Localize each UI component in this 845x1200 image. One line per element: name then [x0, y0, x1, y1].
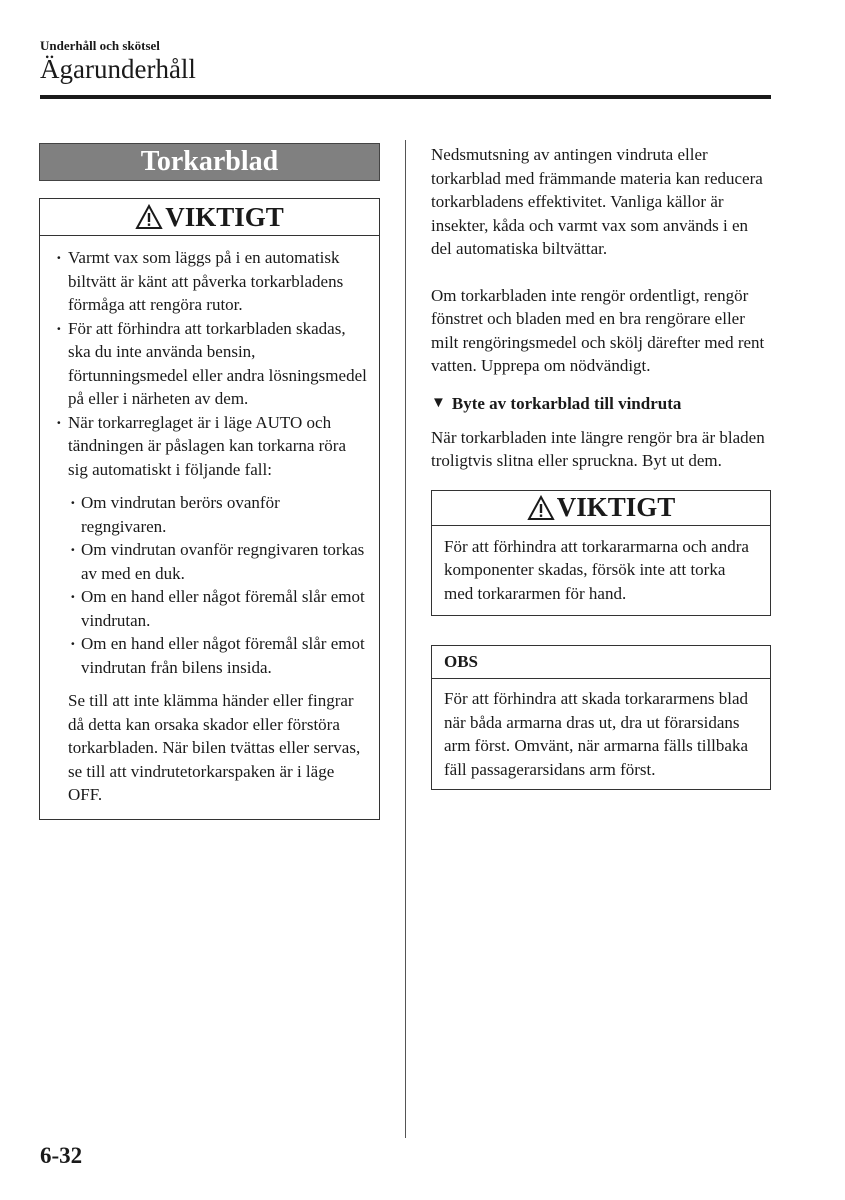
right-column	[431, 143, 771, 790]
warning-body: För att förhindra att torkararmarna och andra komponenter skadas, försök inte att torka med torkararmen för hand.	[444, 536, 749, 603]
paragraph: När torkarbladen inte längre rengör bra är bladen troligtvis slitna eller spruckna. Byt ut dem.	[431, 427, 765, 470]
warning-header	[432, 491, 770, 526]
header-rule	[40, 95, 771, 99]
subheading	[431, 394, 771, 414]
triangle-down-icon: ▼	[431, 395, 446, 411]
left-column	[39, 143, 380, 820]
paragraph: Nedsmutsning av antingen vindruta eller torkarblad med främmande materia kan reducera torkarbladens effektivitet. Vanliga källor är insekter, kåda och varmt vax som används i en del automatiska biltvättar.	[431, 145, 763, 258]
warning-bullet-list	[52, 246, 367, 481]
warning-sub-bullet: · Om en hand eller något föremål slår emot vindrutan.	[70, 585, 367, 632]
warning-box	[39, 198, 380, 820]
warning-sub-bullet: · Om vindrutan ovanför regngivaren torkas av med en duk.	[70, 538, 367, 585]
subheading-text: Byte av torkarblad till vindruta	[451, 393, 682, 413]
section-title-bar: Torkarblad	[39, 143, 380, 181]
warning-label: VIKTIGT	[165, 201, 284, 232]
paragraph: Om torkarbladen inte rengör ordentligt, rengör fönstret och bladen med en bra rengörare eller milt rengöringsmedel och skölj därefter med rent vatten. Upprepa om nödvändigt.	[431, 285, 765, 375]
warning-body	[40, 236, 379, 819]
warning-bullet: · För att förhindra att torkarbladen skadas, ska du inte använda bensin, förtunningsmedel eller andra lösningsmedel på eller i närheten av dem.	[52, 317, 367, 411]
warning-sub-list	[70, 491, 367, 679]
warning-sub-bullet: · Om vindrutan berörs ovanför regngivaren.	[70, 491, 367, 538]
warning-tail-text: Se till att inte klämma händer eller fingrar då detta kan orsaka skador eller förstöra torkarbladen. När bilen tvättas eller servas, se till att vindrutetorkarspaken är i läge OFF.	[68, 691, 361, 804]
warning-bullet: · Varmt vax som läggs på i en automatisk biltvätt är känt att påverka torkarbladens förmåga att rengöra rutor.	[52, 246, 367, 317]
warning-label: VIKTIGT	[556, 492, 676, 522]
warning-sub-bullet: · Om en hand eller något föremål slår emot vindrutan från bilens insida.	[70, 632, 367, 679]
note-body: För att förhindra att skada torkararmens blad när båda armarna dras ut, dra ut förarsidans arm först. Omvänt, när armarna fälls tillbaka fäll passagerarsidans arm först.	[444, 689, 749, 779]
section-header: Underhåll och skötsel	[40, 38, 160, 53]
warning-triangle-icon	[527, 495, 555, 521]
warning-header	[40, 199, 379, 236]
page-title: Ägarunderhåll	[40, 54, 196, 84]
warning-triangle-icon	[135, 204, 163, 230]
page-number: 6-32	[40, 1143, 83, 1168]
note-label: OBS	[432, 646, 770, 679]
column-divider	[405, 140, 406, 1138]
warning-bullet: · När torkarreglaget är i läge AUTO och tändningen är påslagen kan torkarna röra sig automatiskt i följande fall:	[52, 411, 367, 482]
note-box	[431, 645, 771, 790]
warning-box	[431, 490, 771, 617]
